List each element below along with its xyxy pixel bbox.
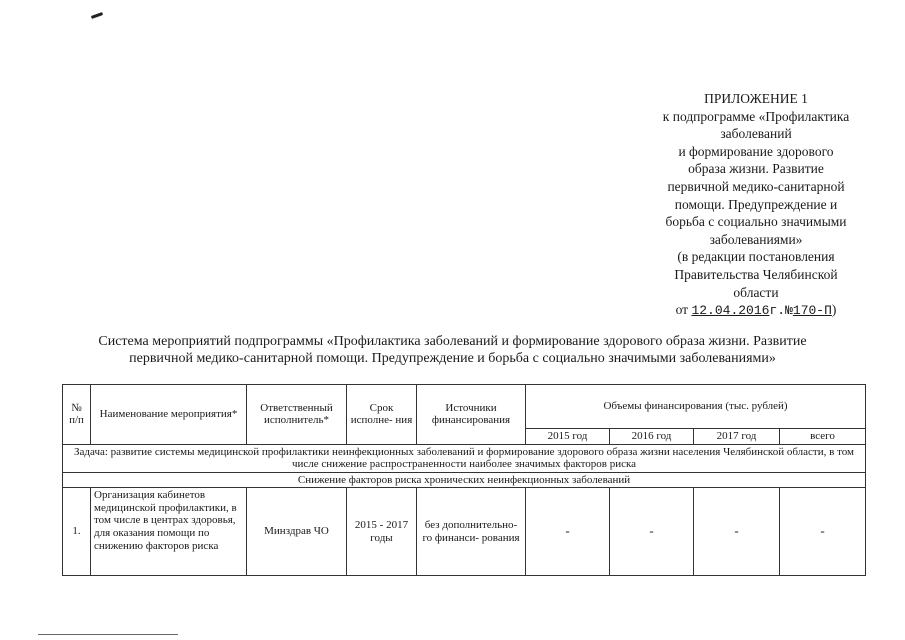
date-prefix: от	[675, 302, 689, 318]
row-term: 2015 - 2017 годы	[347, 488, 417, 576]
header-volumes: Объемы финансирования (тыс. рублей)	[526, 385, 866, 429]
row-total: -	[780, 488, 866, 576]
resolution-number: 170-П	[792, 303, 832, 319]
measures-table	[62, 384, 866, 576]
row-responsible: Минздрав ЧО	[247, 488, 347, 576]
title-line-1: Система мероприятий подпрограммы «Профилактика заболеваний и формирование здорового образа жизни. Развитие	[98, 334, 807, 349]
appendix-heading: ПРИЛОЖЕНИЕ 1	[704, 91, 808, 106]
row-2016: -	[610, 488, 694, 576]
header-total: всего	[780, 429, 866, 445]
appendix-line: первичной медико-санитарной	[667, 178, 845, 194]
appendix-line: заболеваниями»	[709, 231, 803, 247]
row-num: 1.	[63, 488, 91, 576]
appendix-line: (в редакции постановления	[677, 249, 835, 265]
appendix-line: заболеваний	[720, 126, 792, 142]
table-header-row	[63, 385, 866, 429]
appendix-line: области	[733, 284, 779, 300]
header-sources: Источники финансирования	[417, 385, 526, 445]
header-name: Наименование мероприятия*	[91, 385, 247, 445]
row-name: Организация кабинетов медицинской профилактики, в том числе в центрах здоровья, для оказания помощи по снижению факторов риска	[91, 488, 247, 576]
header-year-2016: 2016 год	[610, 429, 694, 445]
header-responsible: Ответственный исполнитель*	[247, 385, 347, 445]
header-year-2015: 2015 год	[526, 429, 610, 445]
section-heading: Снижение факторов риска хронических неинфекционных заболеваний	[63, 472, 866, 488]
appendix-date-line	[636, 301, 876, 320]
date-suffix: г.	[769, 303, 786, 319]
resolution-date: 12.04.2016	[691, 303, 770, 319]
task-text: Задача: развитие системы медицинской профилактики неинфекционных заболеваний и формирование здорового образа жизни населения Челябинской области, в том числе снижение распространенности наиболее значимых факторов риска	[63, 444, 866, 472]
header-num: № п/п	[63, 385, 91, 445]
title-line-2: первичной медико-санитарной помощи. Предупреждение и борьба с социально значимыми заболеваниями»	[129, 351, 776, 366]
appendix-line: и формирование здорового	[678, 143, 834, 159]
header-term: Срок исполне- ния	[347, 385, 417, 445]
appendix-line: образа жизни. Развитие	[688, 161, 824, 177]
appendix-block	[636, 90, 876, 320]
row-source: без дополнительно- го финанси- рования	[417, 488, 526, 576]
row-2015: -	[526, 488, 610, 576]
appendix-line: помощи. Предупреждение и	[674, 196, 838, 212]
number-prefix: №	[785, 303, 793, 319]
row-2017: -	[694, 488, 780, 576]
appendix-line: борьба с социально значимыми	[665, 214, 847, 230]
appendix-line: к подпрограмме «Профилактика	[662, 108, 850, 124]
header-year-2017: 2017 год	[694, 429, 780, 445]
close-paren: )	[831, 302, 837, 318]
table-row	[63, 488, 866, 576]
document-title	[40, 333, 865, 367]
footnote-divider	[38, 634, 178, 635]
scan-mark	[91, 12, 103, 19]
section-row	[63, 472, 866, 488]
task-row	[63, 444, 866, 472]
appendix-line: Правительства Челябинской	[674, 266, 838, 282]
